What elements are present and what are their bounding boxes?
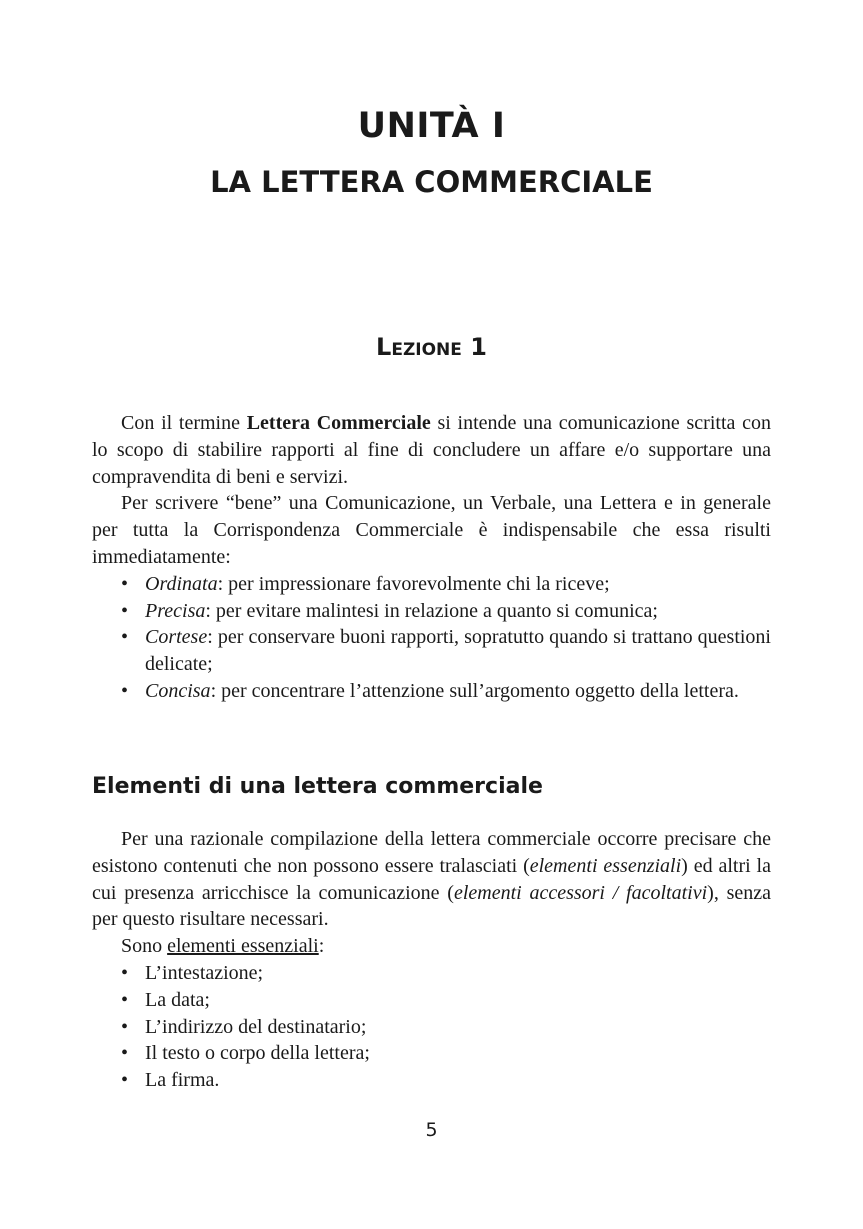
list-item: • Ordinata: per impressionare favorevolmente chi la riceve; [92,571,771,598]
list-item: • La data; [92,987,771,1014]
page-number: 5 [425,1119,438,1141]
intro-section [92,410,771,705]
lesson-title: Lezione 1 [376,333,487,361]
bullet-icon: • [121,1015,129,1038]
list-item: • Concisa: per concentrare l’attenzione sull’argomento oggetto della lettera. [92,678,771,705]
bullet-icon: • [121,572,129,595]
bullet-icon: • [121,1042,129,1065]
elements-section [92,826,771,1094]
unit-subtitle: LA LETTERA COMMERCIALE [210,165,653,199]
list-item: • L’intestazione; [92,960,771,987]
intro-paragraph-2: Per scrivere “bene” una Comunicazione, un Verbale, una Lettera e in generale per tutta la Corrispondenza Commerciale è indispensabile che essa risulti immediatamente: [92,492,771,568]
bullet-icon: • [121,626,129,649]
list-item: • Precisa: per evitare malintesi in relazione a quanto si comunica; [92,598,771,625]
list-item: • La firma. [92,1067,771,1094]
list-item: • Il testo o corpo della lettera; [92,1040,771,1067]
term-lettera-commerciale: Lettera Commerciale [246,412,431,434]
essentials-list [92,960,771,1094]
elements-paragraph-2: Sono elementi essenziali: [121,935,325,958]
bullet-icon: • [121,961,129,984]
bullet-icon: • [121,1069,129,1092]
bullet-icon: • [121,599,129,622]
elements-paragraph-1: Per una razionale compilazione della lettera commerciale occorre precisare che esistono contenuti che non possono essere tralasciati (elementi essenziali) ed altri la cui presenza arricchisce la comunicazione (elementi accessori / facoltativi), senza per questo risultare necessari. [92,828,771,931]
section-heading: Elementi di una lettera commerciale [92,774,543,799]
bullet-icon: • [121,988,129,1011]
bullet-icon: • [121,679,129,702]
list-item: • L’indirizzo del destinatario; [92,1014,771,1041]
underlined-term: elementi essenziali [167,935,319,958]
unit-title: UNITÀ I [357,106,506,146]
qualities-list [92,571,771,705]
intro-paragraph-1: Con il termine Lettera Commerciale si intende una comunicazione scritta con lo scopo di stabilire rapporti al fine di concludere un affare e/o supportare una compravendita di beni e servizi. [92,412,771,488]
list-item: • Cortese: per conservare buoni rapporti, sopratutto quando si trattano questioni delicate; [121,626,771,676]
